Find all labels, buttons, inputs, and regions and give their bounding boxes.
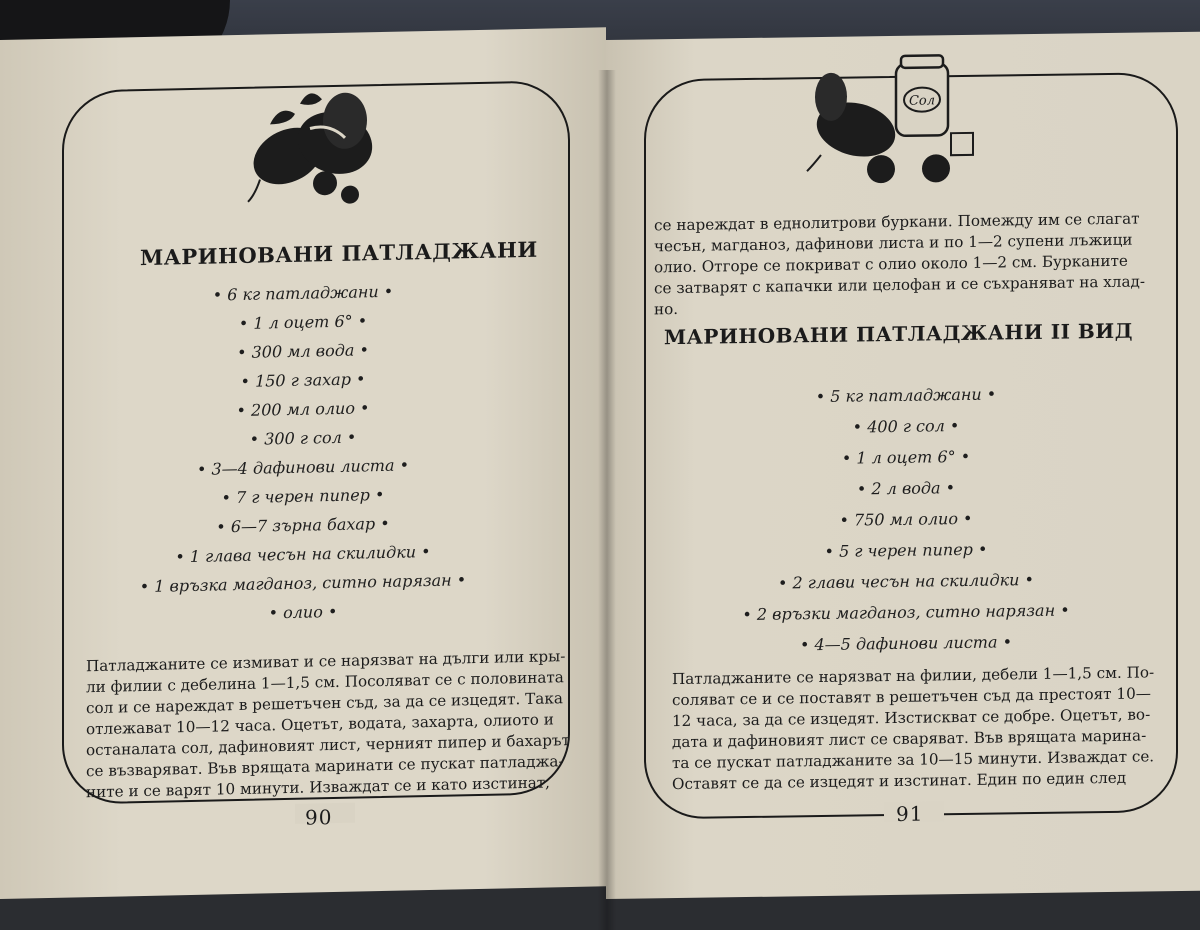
paragraph-line: но. [654, 299, 679, 319]
paragraph-line: Патладжаните се нарязват на филии, дебели 1—1,5 см. По- [672, 663, 1155, 689]
ingredient-item: • 750 мл олио • [606, 506, 1200, 533]
svg-text:Сол: Сол [908, 93, 936, 109]
paragraph-line: Патладжаните се измиват и се нарязват на дълги или кры- [86, 647, 566, 676]
page-number: 90 [305, 805, 333, 830]
open-book [0, 40, 1200, 899]
ingredient-item: • 1 глава чесън на скилидки • [0, 538, 606, 570]
paragraph-line: се възваряват. Във врящата маринати се пускат патладжа- [86, 752, 564, 781]
ingredient-item: • 5 кг патладжани • [606, 382, 1200, 409]
method-paragraph [672, 662, 1172, 795]
recipe-title: МАРИНОВАНИ ПАТЛАДЖАНИ II ВИД [664, 318, 1133, 350]
paragraph-line: ните и се варят 10 минути. Изваждат се и като изстинат, [86, 773, 550, 802]
paragraph-line: та се пускат патладжаните за 10—15 минути. Изваждат се. [672, 747, 1155, 773]
paragraph-line: се затварят с капачки или целофан и се съхраняват на хлад- [654, 272, 1145, 298]
ingredient-item: • 150 г захар • [0, 364, 606, 396]
paragraph-line: 12 часа, за да се изцедят. Изстискват се добре. Оцетът, во- [672, 705, 1151, 731]
paragraph-line: ли филии с дебелина 1—1,5 см. Посоляват се с половината [86, 668, 564, 697]
ingredient-item: • 300 г сол • [0, 422, 606, 454]
method-paragraph [86, 646, 570, 803]
ingredient-item: • 7 г черен пипер • [0, 480, 606, 512]
paragraph-line: останалата сол, дафиновият лист, черният пипер и бахарът [86, 731, 570, 760]
left-page [0, 27, 606, 899]
ingredient-item: • 400 г сол • [606, 413, 1200, 440]
ingredient-item: • 6 кг патладжани • [0, 277, 606, 309]
paragraph-line: се нареждат в еднолитрови буркани. Помежду им се слагат [654, 209, 1140, 235]
ingredient-item: • 2 глави чесън на скилидки • [606, 568, 1200, 595]
ingredient-item: • 1 л оцет 6° • [606, 444, 1200, 471]
ingredient-item: • 2 връзки магданоз, ситно нарязан • [606, 599, 1200, 626]
ingredient-item: • 1 л оцет 6° • [0, 306, 606, 338]
eggplant-illustration-left [240, 82, 390, 215]
ingredient-item: • 300 мл вода • [0, 335, 606, 367]
paragraph-line: олио. Отгоре се покриват с олио около 1—2 см. Бурканите [654, 251, 1128, 277]
ingredient-item: • 200 мл олио • [0, 393, 606, 425]
ingredient-item: • 6—7 зърна бахар • [0, 509, 606, 541]
page-number: 91 [896, 801, 924, 826]
paragraph-line: дата и дафиновият лист се сваряват. Във врящата марина- [672, 726, 1147, 752]
paragraph-line: сол и се нареждат в решетъчен съд, за да се изцедят. Така [86, 689, 563, 718]
paragraph-line: соляват се и се поставят в решетъчен съд да престоят 10— [672, 684, 1151, 710]
ingredient-item: • 3—4 дафинови листа • [0, 451, 606, 483]
ingredient-item: • 4—5 дафинови листа • [606, 630, 1200, 657]
continued-paragraph [654, 208, 1174, 320]
ingredient-item: • олио • [0, 596, 606, 628]
ingredient-item: • 1 връзка магданоз, ситно нарязан • [0, 567, 606, 599]
ingredient-item: • 2 л вода • [606, 475, 1200, 502]
paragraph-line: чесън, магданоз, дафинови листа и по 1—2 супени лъжици [654, 230, 1133, 256]
book-gutter [598, 70, 616, 930]
paragraph-line: Оставят се да се изцедят и изстинат. Един по един след [672, 768, 1127, 794]
recipe-title: МАРИНОВАНИ ПАТЛАДЖАНИ [140, 236, 538, 271]
ingredient-item: • 5 г черен пипер • [606, 537, 1200, 564]
eggplant-salt-jar-illustration [801, 53, 981, 196]
paragraph-line: отлежават 10—12 часа. Оцетът, водата, захарта, олиото и [86, 710, 554, 739]
right-page [606, 32, 1200, 899]
